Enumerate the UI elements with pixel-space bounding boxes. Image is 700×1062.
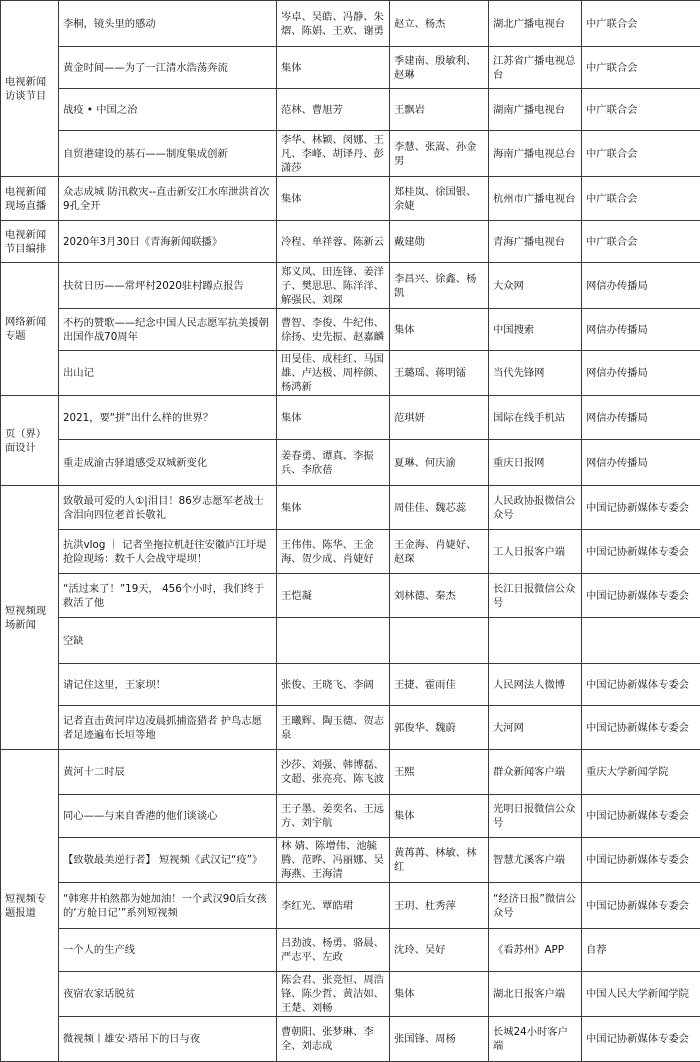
nominator-cell: 中国记协新媒体专委会 <box>582 486 700 530</box>
editors-cell: 李慧、张嵩、孙金男 <box>390 131 489 177</box>
creators-cell: 王恺凝 <box>277 574 390 618</box>
category-cell: 页（界）面设计 <box>1 396 59 486</box>
nominator-cell: 中国记协新媒体专委会 <box>582 883 700 929</box>
title-cell: “韩寒井柏然都为她加油！一个武汉90后女孩的‘方舱日记’”系列短视频 <box>59 883 277 929</box>
table-row <box>1 838 700 883</box>
editors-cell: 张国锋、周杨 <box>390 1017 489 1062</box>
publisher-cell: 工人日报客户端 <box>489 530 582 574</box>
creators-cell: 王曦辉、陶玉德、贺志泉 <box>277 706 390 750</box>
creators-cell <box>277 618 390 664</box>
category-cell: 电视新闻访谈节目 <box>1 1 59 177</box>
nominator-cell: 中国记协新媒体专委会 <box>582 574 700 618</box>
editors-cell: 沈玲、吴好 <box>390 929 489 972</box>
category-cell: 电视新闻节目编排 <box>1 221 59 263</box>
creators-cell: 集体 <box>277 486 390 530</box>
title-cell: “活过来了！”19天， 456个小时，我们终于救活了他 <box>59 574 277 618</box>
title-cell: 重走成渝古驿道感受双城新变化 <box>59 440 277 486</box>
publisher-cell: 人民政协报微信公众号 <box>489 486 582 530</box>
publisher-cell: 智慧尤溪客户端 <box>489 838 582 883</box>
title-cell: 自贸港建设的基石——制度集成创新 <box>59 131 277 177</box>
publisher-cell: 群众新闻客户端 <box>489 750 582 795</box>
title-cell: 夜宿农家话脱贫 <box>59 972 277 1017</box>
nominator-cell: 中国记协新媒体专委会 <box>582 1017 700 1062</box>
category-cell: 短视频现场新闻 <box>1 486 59 750</box>
publisher-cell: 光明日报微信公众号 <box>489 795 582 838</box>
creators-cell: 林 婧、陈增伟、池毓腾、范晔、冯丽娜、吴海燕、王海清 <box>277 838 390 883</box>
title-cell: 抗洪vlog ｜ 记者坐拖拉机赶往安徽庐江圩堤抢险现场：数千人会战守堤坝！ <box>59 530 277 574</box>
nominator-cell: 网信办传播局 <box>582 309 700 351</box>
table-row <box>1 486 700 530</box>
table-row <box>1 47 700 89</box>
creators-cell: 吕劲波、杨勇、骆晨、严志平、左政 <box>277 929 390 972</box>
table-row <box>1 795 700 838</box>
creators-cell: 沙莎、刘强、韩博磊、文超、张亮亮、陈飞波 <box>277 750 390 795</box>
table-body <box>1 1 700 1062</box>
publisher-cell: 当代先锋网 <box>489 351 582 396</box>
title-cell: 黄金时间——为了一江清水浩荡奔流 <box>59 47 277 89</box>
title-cell: 一个人的生产线 <box>59 929 277 972</box>
publisher-cell: 海南广播电视总台 <box>489 131 582 177</box>
title-cell: 2021，要“拼”出什么样的世界？ <box>59 396 277 440</box>
publisher-cell: 中国搜索 <box>489 309 582 351</box>
creators-cell: 冷程、单祥蓉、陈新云 <box>277 221 390 263</box>
editors-cell: 季建南、殷敏利、赵琳 <box>390 47 489 89</box>
creators-cell: 范林、曹旭芳 <box>277 89 390 131</box>
table-row <box>1 574 700 618</box>
editors-cell: 集体 <box>390 309 489 351</box>
editors-cell: 王捷、霍雨佳 <box>390 664 489 706</box>
creators-cell: 集体 <box>277 47 390 89</box>
table-row <box>1 221 700 263</box>
category-cell: 短视频专题报道 <box>1 750 59 1062</box>
creators-cell: 曹智、李俊、牛纪伟、徐扬、史先振、赵嘉麟 <box>277 309 390 351</box>
publisher-cell: 湖南广播电视台 <box>489 89 582 131</box>
publisher-cell: 大众网 <box>489 263 582 309</box>
title-cell: 微视频丨雄安·塔吊下的日与夜 <box>59 1017 277 1062</box>
creators-cell: 姜春勇、谭真、李振兵、李欣蓓 <box>277 440 390 486</box>
creators-cell: 田旻佳、成桂红、马国雄、卢达极、周梓颜、杨鸿新 <box>277 351 390 396</box>
editors-cell <box>390 618 489 664</box>
table-row <box>1 750 700 795</box>
table-row <box>1 440 700 486</box>
nominator-cell: 网信办传播局 <box>582 396 700 440</box>
nominator-cell: 中国记协新媒体专委会 <box>582 664 700 706</box>
editors-cell: 王金海、肖婕好、赵琛 <box>390 530 489 574</box>
title-cell: 扶贫日历——常坪村2020驻村蹲点报告 <box>59 263 277 309</box>
editors-cell: 李昌兴、徐鑫、杨凯 <box>390 263 489 309</box>
nominator-cell: 自荐 <box>582 929 700 972</box>
publisher-cell: 湖北日报客户端 <box>489 972 582 1017</box>
creators-cell: 郑义凤、田连锋、姜洋子、樊思思、陈洋洋、解强民、刘琛 <box>277 263 390 309</box>
nominator-cell: 中广联合会 <box>582 177 700 221</box>
editors-cell: 王璐瑶、蒋明镭 <box>390 351 489 396</box>
publisher-cell <box>489 618 582 664</box>
editors-cell: 刘林德、秦杰 <box>390 574 489 618</box>
editors-cell: 郑桂岚、徐国银、余婕 <box>390 177 489 221</box>
table-row <box>1 263 700 309</box>
title-cell: 李桐，镜头里的感动 <box>59 1 277 47</box>
creators-cell: 集体 <box>277 177 390 221</box>
table-row <box>1 618 700 664</box>
nominator-cell: 中广联合会 <box>582 131 700 177</box>
table-row <box>1 131 700 177</box>
title-cell: 黄河十二时辰 <box>59 750 277 795</box>
title-cell: 众志成城 防汛救灾--直击新安江水库泄洪首次9孔全开 <box>59 177 277 221</box>
table-row <box>1 883 700 929</box>
table-row <box>1 530 700 574</box>
nominator-cell: 中广联合会 <box>582 1 700 47</box>
nominator-cell <box>582 618 700 664</box>
nominator-cell: 网信办传播局 <box>582 263 700 309</box>
editors-cell: 王飘岩 <box>390 89 489 131</box>
table-row <box>1 89 700 131</box>
nominator-cell: 中国记协新媒体专委会 <box>582 795 700 838</box>
title-cell: 请记住这里，王家坝！ <box>59 664 277 706</box>
publisher-cell: 重庆日报网 <box>489 440 582 486</box>
table-row <box>1 351 700 396</box>
table-row <box>1 929 700 972</box>
creators-cell: 李红光、覃皓珺 <box>277 883 390 929</box>
editors-cell: 夏琳、何庆渝 <box>390 440 489 486</box>
editors-cell: 戴建勋 <box>390 221 489 263</box>
publisher-cell: 国际在线手机站 <box>489 396 582 440</box>
table-row <box>1 177 700 221</box>
title-cell: 出山记 <box>59 351 277 396</box>
title-cell: 【致敬最美逆行者】 短视频《武汉记“疫”》 <box>59 838 277 883</box>
title-cell: 不朽的赞歌——纪念中国人民志愿军抗美援朝出国作战70周年 <box>59 309 277 351</box>
nominator-cell: 中广联合会 <box>582 221 700 263</box>
creators-cell: 王伟伟、陈华、王金海、贺少成、肖婕好 <box>277 530 390 574</box>
nominator-cell: 网信办传播局 <box>582 440 700 486</box>
editors-cell: 集体 <box>390 972 489 1017</box>
nominator-cell: 中国记协新媒体专委会 <box>582 530 700 574</box>
title-cell: 致敬最可爱的人①|泪目！86岁志愿军老战士含泪向四位老首长敬礼 <box>59 486 277 530</box>
editors-cell: 集体 <box>390 795 489 838</box>
category-cell: 电视新闻现场直播 <box>1 177 59 221</box>
nominator-cell: 重庆大学新闻学院 <box>582 750 700 795</box>
creators-cell: 陈会君、张竞恒、周浩锋、陈少哲、黄洁如、王楚、刘畅 <box>277 972 390 1017</box>
table-row <box>1 1017 700 1062</box>
table-row <box>1 1 700 47</box>
publisher-cell: 《看苏州》APP <box>489 929 582 972</box>
nominator-cell: 中国记协新媒体专委会 <box>582 706 700 750</box>
nominator-cell: 中国人民大学新闻学院 <box>582 972 700 1017</box>
nominator-cell: 中广联合会 <box>582 89 700 131</box>
title-cell: 战疫 • 中国之治 <box>59 89 277 131</box>
publisher-cell: “经济日报”微信公众号 <box>489 883 582 929</box>
publisher-cell: 湖北广播电视台 <box>489 1 582 47</box>
nominator-cell: 中国记协新媒体专委会 <box>582 838 700 883</box>
editors-cell: 王玥、杜秀萍 <box>390 883 489 929</box>
publisher-cell: 大河网 <box>489 706 582 750</box>
publisher-cell: 江苏省广播电视总台 <box>489 47 582 89</box>
editors-cell: 郭俊华、魏蔚 <box>390 706 489 750</box>
creators-cell: 张俊、王晓飞、李阔 <box>277 664 390 706</box>
creators-cell: 王子墨、姜奕名、王远方、刘宇航 <box>277 795 390 838</box>
title-cell: 2020年3月30日《青海新闻联播》 <box>59 221 277 263</box>
table-row <box>1 309 700 351</box>
table-row <box>1 972 700 1017</box>
publisher-cell: 杭州市广播电视台 <box>489 177 582 221</box>
title-cell: 同心——与来自香港的他们谈谈心 <box>59 795 277 838</box>
publisher-cell: 青海广播电视台 <box>489 221 582 263</box>
category-cell: 网络新闻专题 <box>1 263 59 396</box>
editors-cell: 王熙 <box>390 750 489 795</box>
title-cell: 记者直击黄河岸边凌晨抓捕盗猎者 护鸟志愿者足迹遍布长垣等地 <box>59 706 277 750</box>
table-row <box>1 664 700 706</box>
editors-cell: 黄苒苒、林敏、林红 <box>390 838 489 883</box>
nominator-cell: 中广联合会 <box>582 47 700 89</box>
nominator-cell: 网信办传播局 <box>582 351 700 396</box>
creators-cell: 集体 <box>277 396 390 440</box>
creators-cell: 曹朝阳、张梦琳、李全、刘志成 <box>277 1017 390 1062</box>
editors-cell: 赵立、杨杰 <box>390 1 489 47</box>
publisher-cell: 长城24小时客户端 <box>489 1017 582 1062</box>
publisher-cell: 人民网法人微博 <box>489 664 582 706</box>
table-row <box>1 396 700 440</box>
table-row <box>1 706 700 750</box>
title-cell: 空缺 <box>59 618 277 664</box>
publisher-cell: 长江日报微信公众号 <box>489 574 582 618</box>
editors-cell: 周佳佳、魏芯蕊 <box>390 486 489 530</box>
creators-cell: 岑卓、吴皓、冯静、朱熠、陈娟、王欢、谢勇 <box>277 1 390 47</box>
editors-cell: 范琪妍 <box>390 396 489 440</box>
creators-cell: 李华、林颖、闵娜、王凡、李峰、胡译丹、彭潇莎 <box>277 131 390 177</box>
